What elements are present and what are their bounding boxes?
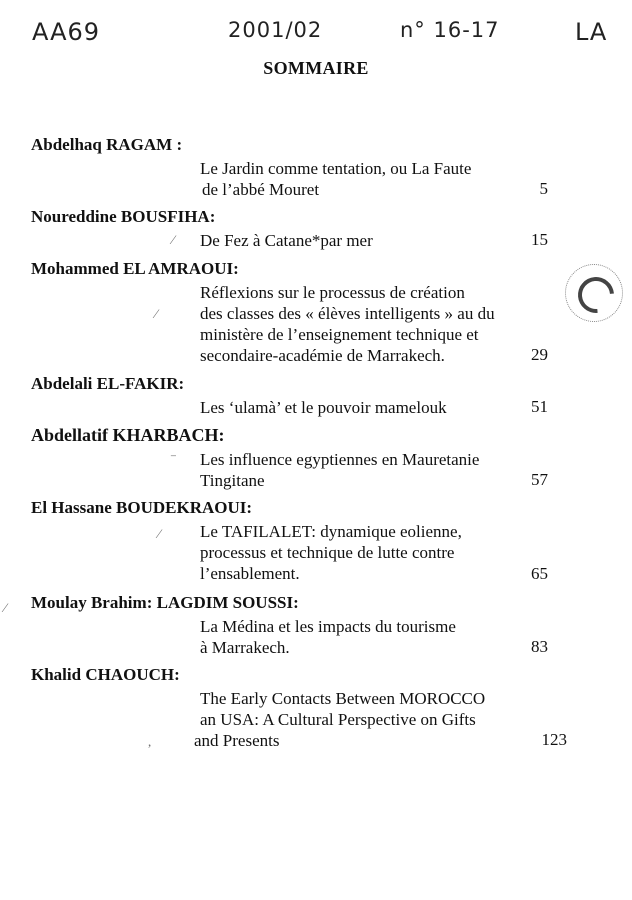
article-title-line: De Fez à Catane*par mer xyxy=(200,231,373,250)
article-title-line: l’ensablement. xyxy=(200,564,300,583)
author-name: Mohammed EL AMRAOUI: xyxy=(31,259,239,278)
article-title xyxy=(200,282,610,366)
page-number: 65 xyxy=(531,564,548,583)
pencil-mark-icon: ⁄ xyxy=(158,526,161,541)
author-name: Abdellatif KHARBACH: xyxy=(31,425,225,445)
author-name: Moulay Brahim: LAGDIM SOUSSI: xyxy=(31,593,299,612)
pencil-mark-icon: ⁄ xyxy=(172,232,175,247)
article-title-line: Les ‘ulamà’ et le pouvoir mamelouk xyxy=(200,398,447,417)
article-title-line: an USA: A Cultural Perspective on Gifts xyxy=(200,710,476,729)
article-title-line: à Marrakech. xyxy=(200,638,290,657)
author-name: Abdelali EL-FAKIR: xyxy=(31,374,185,393)
article-title-line: Le Jardin comme tentation, ou La Faute xyxy=(200,159,472,178)
page-number: 83 xyxy=(531,637,548,656)
article-title-line: ministère de l’enseignement technique et xyxy=(200,325,479,344)
pencil-mark-icon: ⁻ xyxy=(170,450,177,465)
article-title-line: des classes des « élèves intelligents » au du xyxy=(200,304,495,323)
article-title xyxy=(200,397,610,418)
pencil-mark-icon: , xyxy=(148,734,152,749)
article-title-line: Le TAFILALET: dynamique eolienne, xyxy=(200,522,462,541)
stamp-ring-icon xyxy=(571,270,622,321)
article-title-line: and Presents xyxy=(194,731,280,750)
article-title-line: The Early Contacts Between MOROCCO xyxy=(200,689,486,708)
author-name: El Hassane BOUDEKRAOUI: xyxy=(31,498,253,517)
pencil-mark-icon: ⁄ xyxy=(155,306,158,321)
author-name: Noureddine BOUSFIHA: xyxy=(31,207,216,226)
library-stamp-icon xyxy=(565,264,623,322)
page-number: 51 xyxy=(531,397,548,416)
handwritten-tag: LA xyxy=(575,18,608,46)
article-title xyxy=(200,158,610,200)
article-title-line: de l’abbé Mouret xyxy=(202,180,320,199)
handwritten-date: 2001/02 xyxy=(228,18,323,42)
article-title-line: Réflexions sur le processus de création xyxy=(200,283,465,302)
article-title xyxy=(200,616,610,658)
article-title-line: La Médina et les impacts du tourisme xyxy=(200,617,456,636)
article-title-line: secondaire-académie de Marrakech. xyxy=(200,346,445,365)
page-number: 57 xyxy=(531,470,548,489)
page-number: 123 xyxy=(541,730,567,749)
article-title xyxy=(200,521,610,584)
page-number: 29 xyxy=(531,345,548,364)
article-title-line: Tingitane xyxy=(200,471,265,490)
article-title-line: processus et technique de lutte contre xyxy=(200,543,455,562)
handwritten-code: AA69 xyxy=(32,18,101,46)
article-title xyxy=(200,230,610,251)
page-title: SOMMAIRE xyxy=(263,58,369,78)
author-name: Abdelhaq RAGAM : xyxy=(31,135,183,154)
handwritten-issue: n° 16-17 xyxy=(400,18,500,42)
article-title-line: Les influence egyptiennes en Mauretanie xyxy=(200,450,480,469)
article-title xyxy=(200,449,610,491)
page-number: 5 xyxy=(539,179,548,198)
author-name: Khalid CHAOUCH: xyxy=(31,665,180,684)
page-number: 15 xyxy=(531,230,548,249)
pencil-mark-icon: ⁄ xyxy=(4,600,7,615)
